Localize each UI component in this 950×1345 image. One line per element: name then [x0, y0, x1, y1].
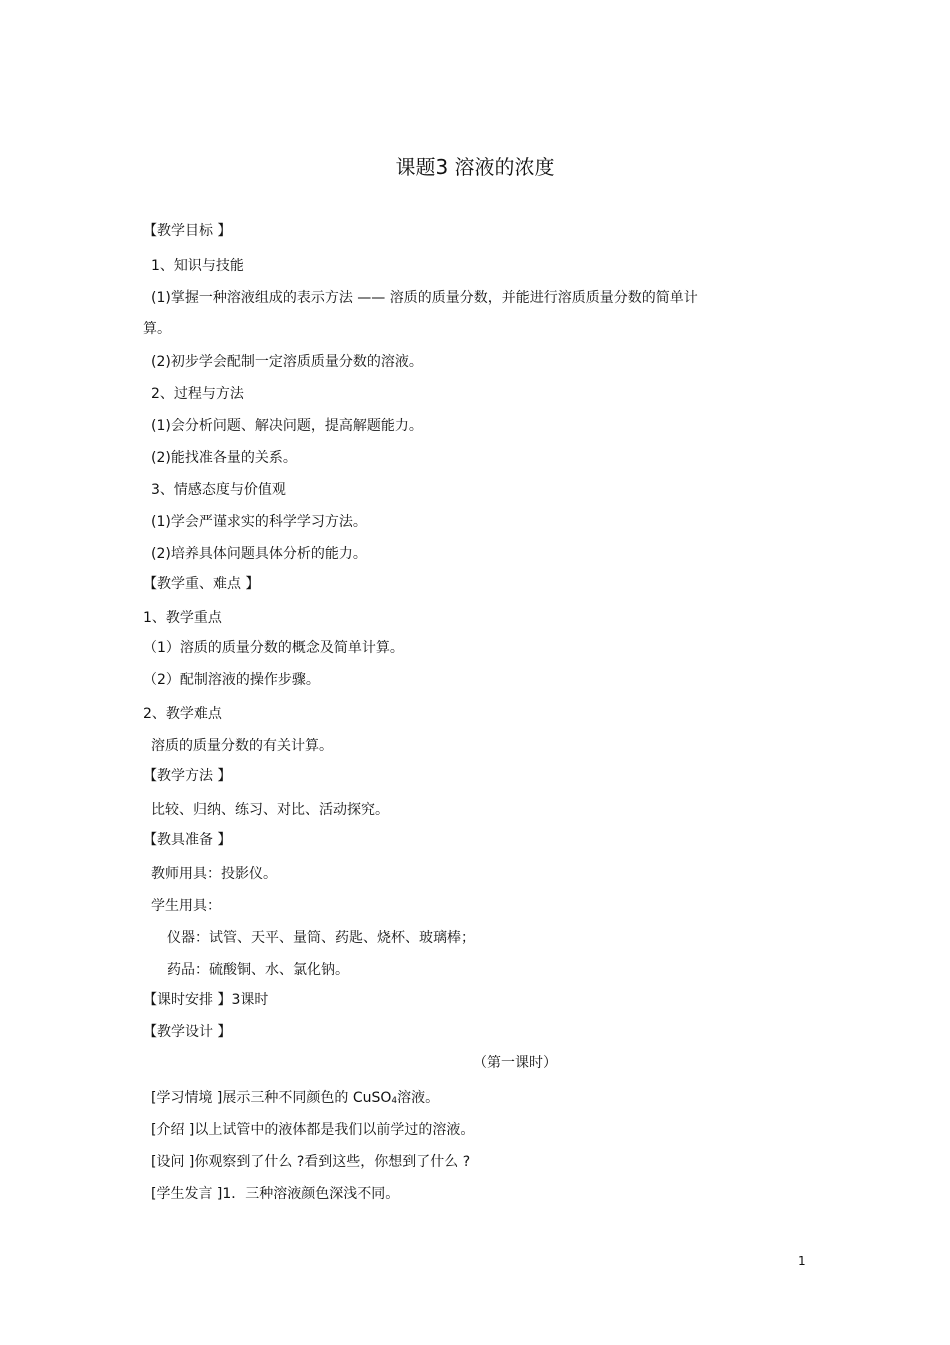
section-heading: 【课时安排 】3课时 — [143, 992, 269, 1008]
text-line: (2)初步学会配制一定溶质质量分数的溶液。 — [151, 354, 423, 370]
text-line: （2）配制溶液的操作步骤。 — [143, 672, 320, 688]
text-line: 学生用具： — [151, 898, 221, 914]
text-line: 3、情感态度与价值观 — [151, 482, 286, 498]
section-heading: 【教学重、难点 】 — [143, 576, 260, 592]
text-line: （1）溶质的质量分数的概念及简单计算。 — [143, 640, 404, 656]
text-line: 溶质的质量分数的有关计算。 — [151, 738, 333, 754]
text-line: (1)学会严谨求实的科学学习方法。 — [151, 514, 367, 530]
subscript: 4 — [391, 1096, 398, 1106]
text-line: [介绍 ]以上试管中的液体都是我们以前学过的溶液。 — [151, 1122, 475, 1138]
text-line: 2、教学难点 — [143, 706, 222, 722]
lesson-subtitle: （第一课时） — [473, 1055, 557, 1071]
text-line: 算。 — [143, 321, 171, 337]
text-line: (1)掌握一种溶液组成的表示方法 —— 溶质的质量分数，并能进行溶质质量分数的简单计 — [151, 290, 698, 306]
text-line: 2、过程与方法 — [151, 386, 244, 402]
page-title: 课题3 溶液的浓度 — [395, 155, 555, 179]
text-line: 1、知识与技能 — [151, 258, 244, 274]
page-number: 1 — [798, 1254, 806, 1268]
text-line: (2)能找准各量的关系。 — [151, 450, 297, 466]
section-heading: 【教学方法 】 — [143, 768, 232, 784]
section-heading: 【教学目标 】 — [143, 223, 232, 239]
text-segment: 溶液。 — [397, 1090, 440, 1106]
section-heading: 【教具准备 】 — [143, 832, 232, 848]
text-line: (1)会分析问题、解决问题，提高解题能力。 — [151, 418, 423, 434]
text-line: 药品：硫酸铜、水、氯化钠。 — [167, 962, 349, 978]
text-line: 比较、归纳、练习、对比、活动探究。 — [151, 802, 389, 818]
text-segment: [学习情境 ]展示三种不同颜色的 CuSO — [151, 1090, 392, 1106]
text-line: 教师用具：投影仪。 — [151, 866, 277, 882]
text-line: [设问 ]你观察到了什么 ?看到这些，你想到了什么 ? — [151, 1154, 471, 1170]
text-line — [151, 1089, 439, 1107]
text-line: 仪器：试管、天平、量筒、药匙、烧杯、玻璃棒； — [167, 930, 475, 946]
text-line: (2)培养具体问题具体分析的能力。 — [151, 546, 367, 562]
text-line: [学生发言 ]1．三种溶液颜色深浅不同。 — [151, 1186, 400, 1202]
section-heading: 【教学设计 】 — [143, 1024, 232, 1040]
text-line: 1、教学重点 — [143, 610, 222, 626]
